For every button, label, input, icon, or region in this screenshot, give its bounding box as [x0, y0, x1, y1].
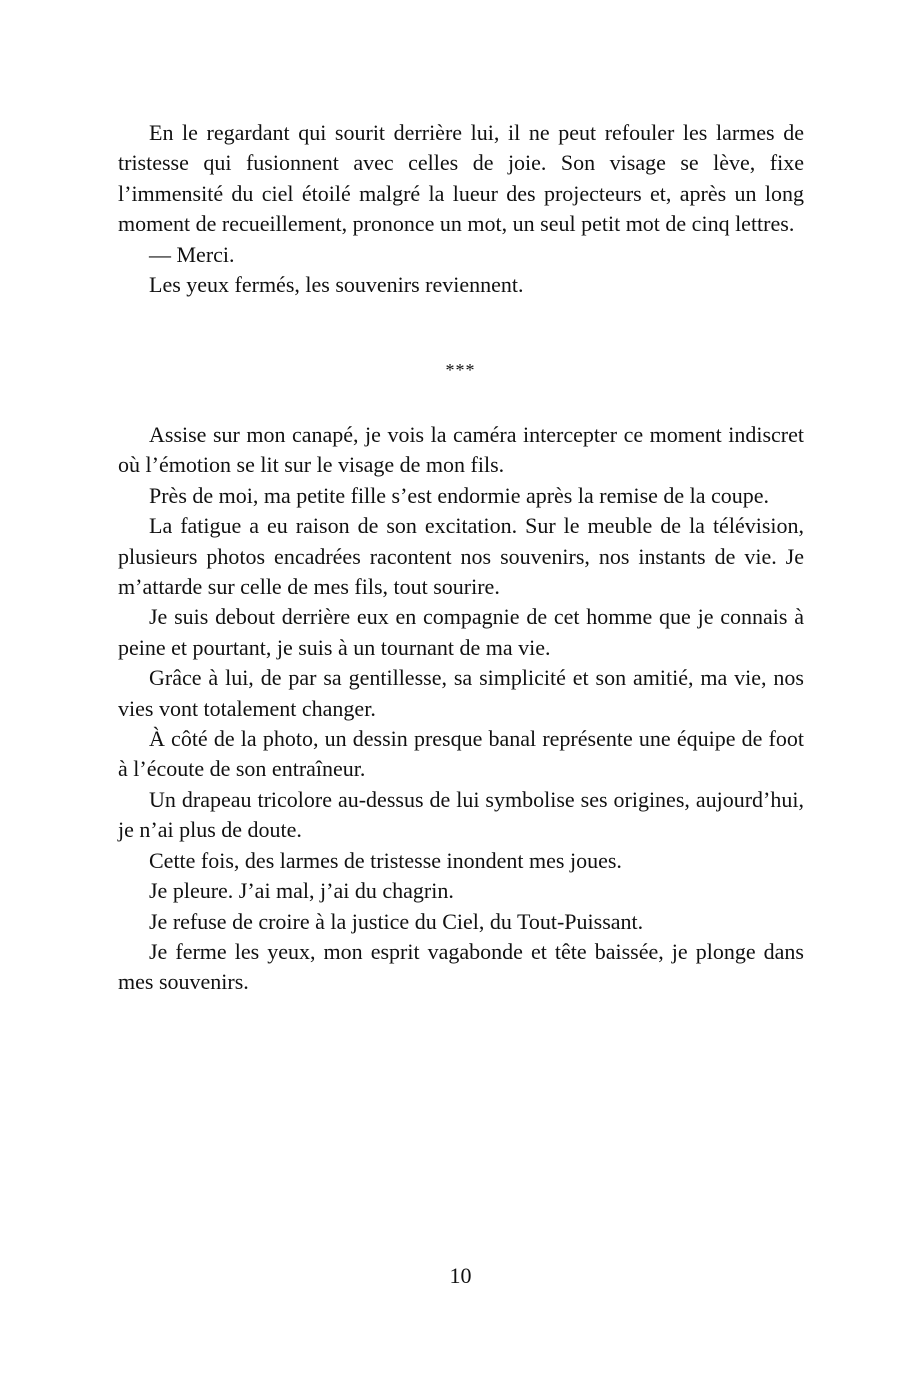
page-number: 10	[449, 1263, 472, 1288]
paragraph: La fatigue a eu raison de son excitation. Sur le meuble de la télévision, plusieurs photos encadrées racontent nos souvenirs, nos instants de vie. Je m’attarde sur celle de mes fils, tout sourire.	[118, 513, 804, 600]
paragraph: Un drapeau tricolore au-dessus de lui symbolise ses origines, aujourd’hui, je n’ai plus de doute.	[118, 786, 804, 843]
paragraph: Je pleure. J’ai mal, j’ai du chagrin.	[149, 878, 454, 904]
paragraph: Assise sur mon canapé, je vois la caméra intercepter ce moment indiscret où l’émotion se lit sur le visage de mon fils.	[118, 422, 804, 478]
paragraph: Les yeux fermés, les souvenirs reviennent.	[149, 272, 524, 298]
paragraph: Près de moi, ma petite fille s’est endormie après la remise de la coupe.	[149, 482, 770, 508]
paragraph: Je suis debout derrière eux en compagnie de cet homme que je connais à peine et pourtant, je suis à un tournant de ma vie.	[118, 604, 804, 660]
paragraph: — Merci.	[149, 241, 235, 267]
text-section-1	[118, 118, 804, 300]
section-separator: ***	[445, 360, 476, 380]
paragraph: Grâce à lui, de par sa gentillesse, sa simplicité et son amitié, ma vie, nos vies vont totalement changer.	[118, 665, 804, 721]
paragraph: À côté de la photo, un dessin presque banal représente une équipe de foot à l’écoute de son entraîneur.	[118, 726, 804, 782]
paragraph: Je ferme les yeux, mon esprit vagabonde et tête baissée, je plonge dans mes souvenirs.	[118, 938, 804, 995]
paragraph: Cette fois, des larmes de tristesse inondent mes joues.	[149, 847, 622, 873]
text-section-2	[118, 420, 804, 998]
paragraph: Je refuse de croire à la justice du Ciel, du Tout-Puissant.	[149, 908, 644, 934]
paragraph: En le regardant qui sourit derrière lui, il ne peut refouler les larmes de tristesse qui fusionnent avec celles de joie. Son visage se lève, fixe l’immensité du ciel étoilé malgré la lueur des projecteurs et, après un long moment de recueillement, prononce un mot, un seul petit mot de cinq lettres.	[118, 120, 804, 237]
